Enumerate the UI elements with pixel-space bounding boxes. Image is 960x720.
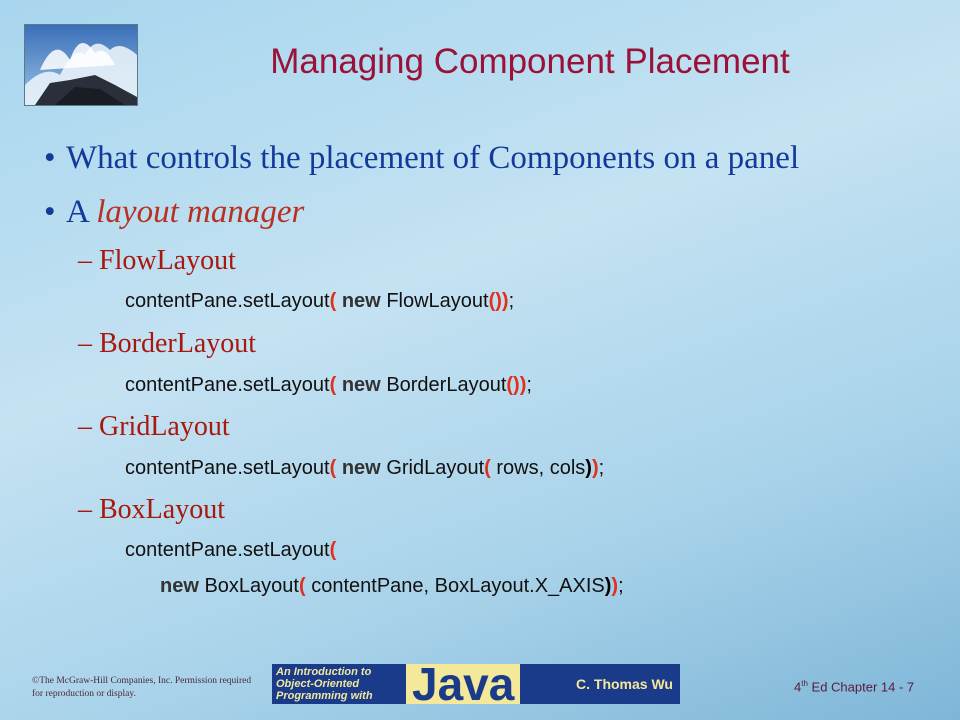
code-ctor: BorderLayout bbox=[386, 374, 507, 396]
chapter-label bbox=[794, 679, 914, 694]
code-line-flow: contentPane.setLayout( new FlowLayout()); bbox=[125, 290, 515, 312]
code-call: contentPane.setLayout bbox=[125, 539, 330, 561]
code-ctor: BoxLayout bbox=[204, 575, 299, 597]
bullet-dot: • bbox=[44, 140, 56, 176]
chapter-text: Ed Chapter 14 - 7 bbox=[807, 679, 915, 695]
bullet-dot: • bbox=[44, 194, 56, 230]
bullet-item bbox=[44, 194, 304, 231]
code-call: contentPane.setLayout bbox=[125, 374, 330, 396]
code-line-border: contentPane.setLayout( new BorderLayout()); bbox=[125, 374, 532, 396]
layout-item-border: – BorderLayout bbox=[78, 328, 257, 359]
edition-suffix: th bbox=[801, 679, 808, 688]
bullet-text: A bbox=[66, 194, 97, 230]
code-call: contentPane.setLayout bbox=[125, 457, 330, 479]
bullet-item bbox=[44, 140, 799, 177]
code-keyword: new bbox=[341, 290, 381, 312]
code-line-box-2: new BoxLayout( contentPane, BoxLayout.X_AXIS)); bbox=[160, 575, 624, 597]
code-ctor: GridLayout bbox=[386, 457, 485, 479]
code-args: contentPane, BoxLayout.X_AXIS bbox=[305, 575, 605, 597]
copyright-notice: ©The McGraw-Hill Companies, Inc. Permission required for reproduction or display. bbox=[32, 676, 252, 699]
bullet-text: What controls the placement of Components on a panel bbox=[66, 140, 800, 176]
code-line-grid: contentPane.setLayout( new GridLayout( rows, cols)); bbox=[125, 457, 605, 479]
layout-item-box: – BoxLayout bbox=[78, 494, 225, 525]
slide-title: Managing Component Placement bbox=[270, 42, 790, 81]
bullet-emphasis: layout manager bbox=[96, 194, 305, 230]
code-ctor: FlowLayout bbox=[386, 290, 489, 312]
code-keyword: new bbox=[341, 374, 381, 396]
wave-photo bbox=[24, 24, 138, 106]
banner-intro: An Introduction to Object-Oriented Programming with bbox=[276, 666, 373, 702]
code-call: contentPane.setLayout bbox=[125, 290, 330, 312]
layout-item-grid: – GridLayout bbox=[78, 411, 230, 442]
code-keyword: new bbox=[160, 575, 199, 597]
code-line-box-1: contentPane.setLayout( bbox=[125, 539, 337, 561]
code-keyword: new bbox=[341, 457, 381, 479]
book-banner bbox=[272, 664, 680, 704]
banner-author: C. Thomas Wu bbox=[576, 676, 673, 692]
banner-java-logo: Java bbox=[406, 664, 520, 704]
edition-number: 4 bbox=[794, 679, 802, 695]
layout-item-flow: – FlowLayout bbox=[78, 245, 236, 276]
code-args: rows, cols bbox=[490, 457, 586, 479]
